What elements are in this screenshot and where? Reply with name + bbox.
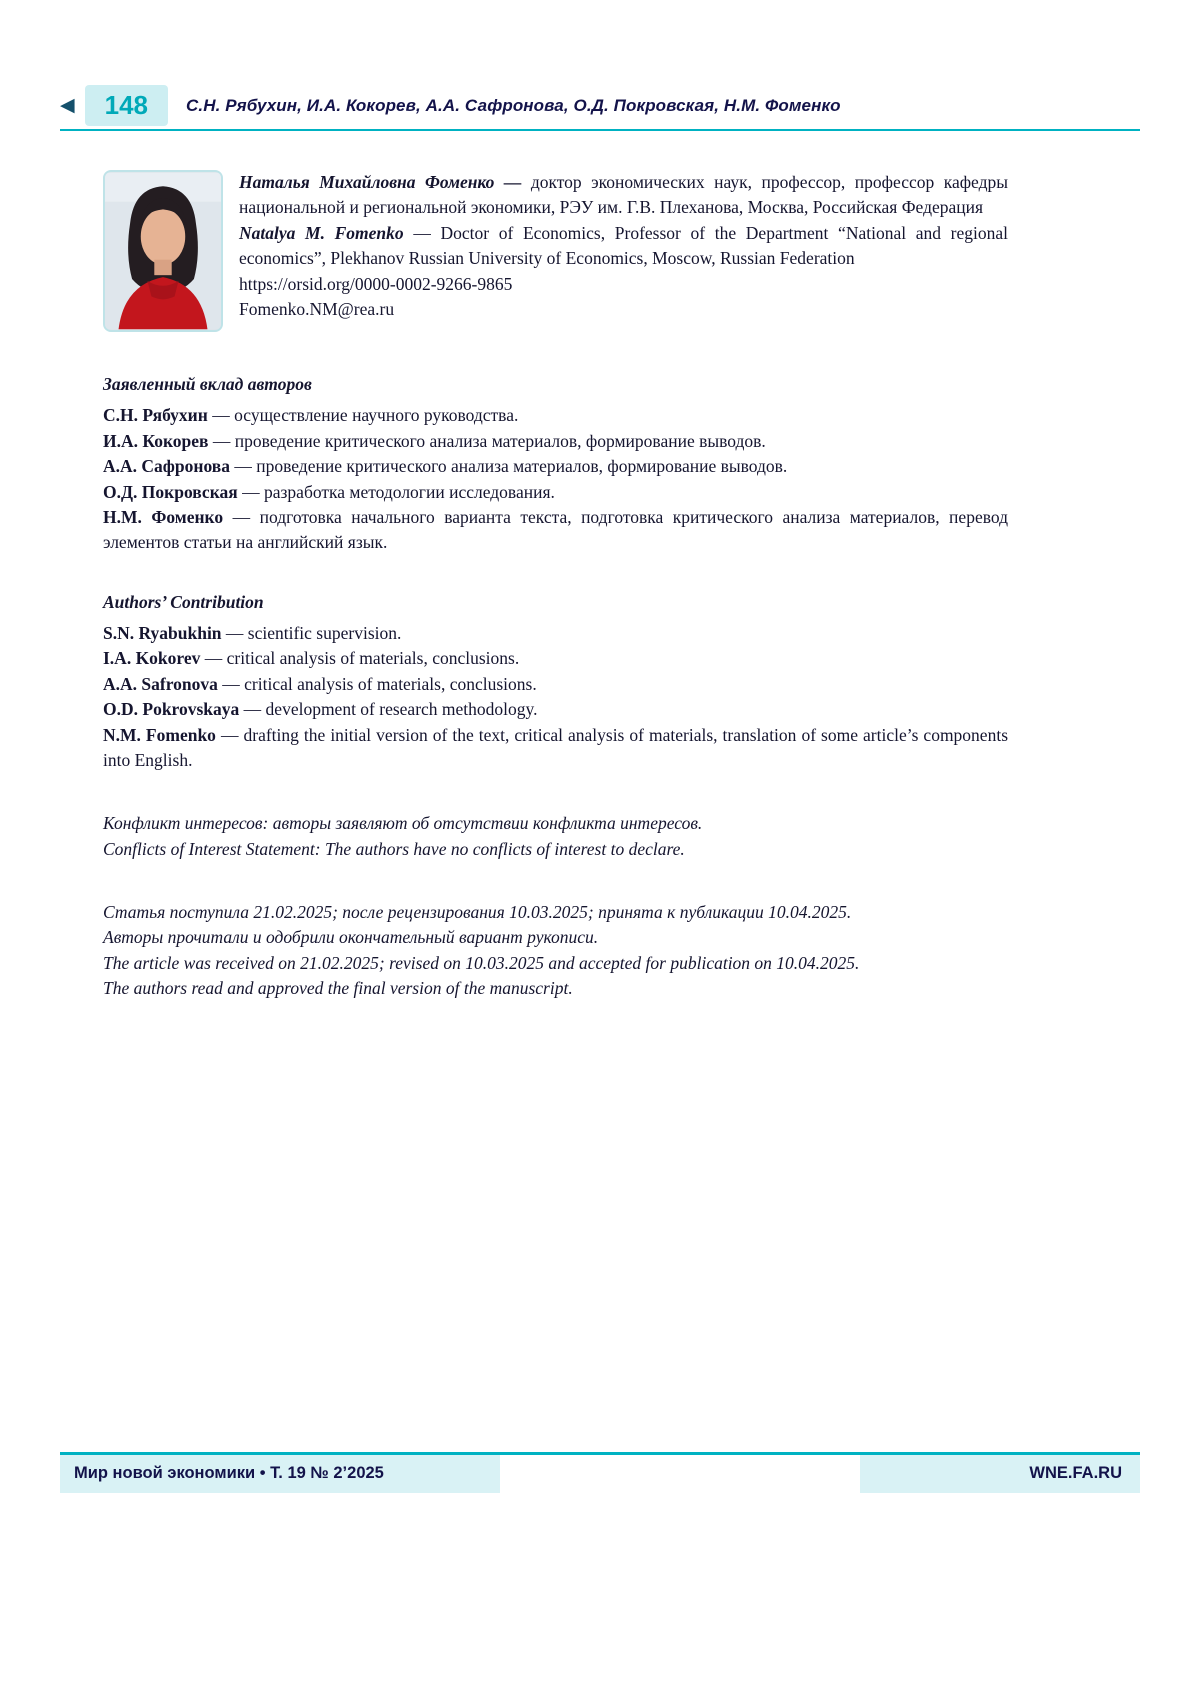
contribution-item — [103, 480, 1008, 505]
page-content — [103, 170, 1008, 1002]
author-email-line — [239, 297, 1008, 322]
back-arrow-icon: ◀ — [60, 94, 75, 116]
contribution-text: — development of research methodology. — [239, 699, 538, 720]
contributions-en-section — [103, 590, 1008, 774]
contribution-text: — critical analysis of materials, conclusions. — [217, 673, 537, 694]
contribution-text: — разработка методологии исследования. — [237, 481, 555, 502]
contributor-name: Н.М. Фоменко — [103, 506, 224, 527]
contributor-name: A.A. Safronova — [103, 673, 218, 694]
portrait-image — [105, 172, 221, 330]
running-head-authors: С.Н. Рябухин, И.А. Кокорев, А.А. Сафронова, О.Д. Покровская, Н.М. Фоменко — [186, 95, 841, 115]
contribution-text: — проведение критического анализа материалов, формирование выводов. — [208, 430, 766, 451]
orcid-link[interactable]: https://orsid.org/0000-0002-9266-9865 — [239, 273, 513, 294]
conflict-statement-ru: Конфликт интересов: авторы заявляют об отсутствии конфликта интересов. — [103, 813, 703, 834]
dates-en-approved: The authors read and approved the final version of the manuscript. — [103, 978, 573, 999]
running-header — [60, 85, 1140, 126]
contributor-name: С.Н. Рябухин — [103, 405, 208, 426]
contributor-name: А.А. Сафронова — [103, 456, 230, 477]
header-divider — [60, 129, 1140, 131]
contributor-name: S.N. Ryabukhin — [103, 623, 222, 643]
contributions-ru-heading: Заявленный вклад авторов — [103, 374, 312, 394]
conflict-of-interest — [103, 811, 1008, 862]
contribution-text: — drafting the initial version of the text, critical analysis of materials, translation of some article’s components into English. — [103, 724, 1008, 770]
contribution-item — [103, 429, 1008, 454]
contributor-name: И.А. Кокорев — [103, 430, 209, 451]
author-bio — [103, 170, 1008, 332]
contribution-text: — подготовка начального варианта текста, подготовка критического анализа материалов, перевод элементов статьи на английский язык. — [103, 506, 1009, 553]
contributions-ru-section — [103, 372, 1008, 556]
contribution-item — [103, 505, 1008, 556]
contributor-name: О.Д. Покровская — [103, 481, 238, 502]
contribution-item — [103, 723, 1008, 774]
footer — [60, 1452, 1140, 1493]
author-bio-ru-text: доктор экономических наук, профессор, профессор кафедры национальной и региональной экономики, РЭУ им. Г.В. Плеханова, Москва, Российская Федерация — [239, 172, 1008, 218]
email-link[interactable]: Fomenko.NM@rea.ru — [239, 298, 395, 319]
contribution-text: — critical analysis of materials, conclusions. — [200, 648, 520, 669]
contributor-name: I.A. Kokorev — [103, 648, 201, 669]
contribution-item — [103, 403, 1008, 428]
footer-spacer — [500, 1455, 860, 1493]
contribution-text: — проведение критического анализа материалов, формирование выводов. — [229, 456, 788, 477]
conflict-statement-en: Conflicts of Interest Statement: The authors have no conflicts of interest to declare. — [103, 838, 685, 859]
author-bio-ru — [239, 170, 1008, 221]
contributor-name: N.M. Fomenko — [103, 724, 216, 745]
contribution-text: — scientific supervision. — [221, 623, 402, 643]
author-name-ru: Наталья Михайловна Фоменко — — [239, 172, 531, 192]
contribution-item — [103, 697, 1008, 722]
author-bio-text — [239, 170, 1008, 332]
article-dates — [103, 900, 1008, 1002]
contribution-item — [103, 672, 1008, 697]
contributor-name: O.D. Pokrovskaya — [103, 699, 240, 720]
contribution-text: — осуществление научного руководства. — [207, 405, 519, 426]
journal-website — [860, 1455, 1140, 1493]
journal-title-text: Мир новой экономики • Т. 19 № 2’2025 — [74, 1464, 384, 1482]
journal-title — [60, 1455, 500, 1493]
dates-ru-received: Статья поступила 21.02.2025; после рецензирования 10.03.2025; принята к публикации 10.04.2025. — [103, 902, 852, 922]
author-bio-en — [239, 221, 1008, 272]
dates-ru-approved: Авторы прочитали и одобрили окончательный вариант рукописи. — [103, 927, 599, 948]
author-orcid-line — [239, 272, 1008, 297]
page-number-badge: 148 — [85, 85, 168, 126]
contribution-item — [103, 454, 1008, 479]
contribution-item — [103, 646, 1008, 671]
journal-website-link[interactable]: WNE.FA.RU — [1029, 1464, 1122, 1482]
contributions-en-heading: Authors’ Contribution — [103, 591, 264, 612]
contribution-item — [103, 621, 1008, 646]
dates-en-received: The article was received on 21.02.2025; revised on 10.03.2025 and accepted for publication on 10.04.2025. — [103, 952, 860, 973]
author-photo — [103, 170, 223, 332]
author-bio-en-text: — Doctor of Economics, Professor of the Department “National and regional economics”, Plekhanov Russian University of Economics, Moscow, Russian Federation — [239, 222, 1008, 269]
author-name-en: Natalya M. Fomenko — [239, 222, 404, 243]
